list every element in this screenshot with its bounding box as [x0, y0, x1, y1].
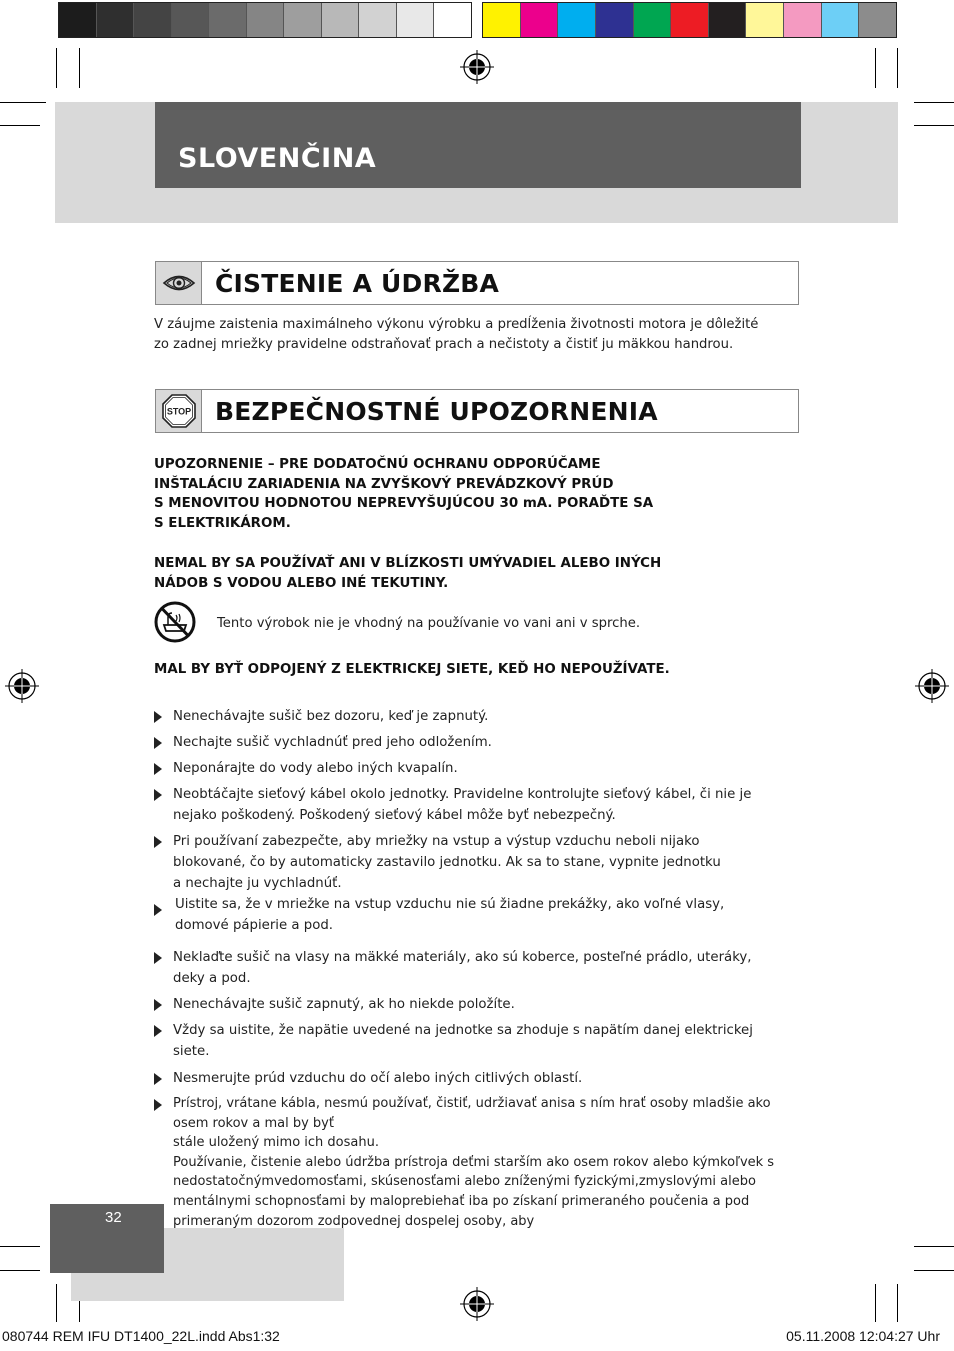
process-color-swatch	[521, 3, 559, 37]
list-item-line: mentálnymi schopnosťami by maloprebiehať iba po získaní primeraného poučenia a pod	[173, 1193, 750, 1209]
bullet-arrow-icon	[154, 763, 162, 775]
list-item-line: siete.	[173, 1044, 210, 1059]
registration-mark-icon	[5, 669, 39, 703]
crop-mark	[56, 1284, 57, 1322]
process-color-swatch	[558, 3, 596, 37]
grayscale-swatch	[209, 3, 247, 37]
list-item	[154, 1094, 794, 1231]
list-item-line: Nenechávajte sušič zapnutý, ak ho niekde položíte.	[173, 997, 515, 1012]
section-safety-title: BEZPEČNOSTNÉ UPOZORNENIA	[215, 397, 658, 426]
list-item	[154, 1020, 794, 1062]
bullet-arrow-icon	[154, 711, 162, 723]
process-color-swatch	[483, 3, 521, 37]
process-color-swatch	[859, 3, 896, 37]
list-item-line: Nechajte sušič vychladnúť pred jeho odložením.	[173, 735, 492, 750]
registration-mark-icon	[460, 50, 494, 84]
section-care-title: ČISTENIE A ÚDRŽBA	[215, 269, 500, 298]
process-color-swatch	[709, 3, 747, 37]
eye-icon	[162, 270, 196, 296]
grayscale-swatch	[247, 3, 285, 37]
bath-note: Tento výrobok nie je vhodný na používanie vo vani ani v sprche.	[217, 616, 641, 631]
list-item-line: domové pápierie a pod.	[175, 918, 334, 933]
list-item-line: stále uložený mimo ich dosahu.	[173, 1135, 379, 1151]
footer-date: 05.11.2008 12:04:27 Uhr	[786, 1328, 940, 1344]
list-item-line: deky a pod.	[173, 971, 251, 986]
warning-line: NÁDOB S VODOU ALEBO INÉ TEKUTINY.	[154, 575, 449, 591]
grayscale-swatch	[59, 3, 97, 37]
list-item	[154, 732, 794, 753]
crop-mark	[0, 125, 40, 126]
care-paragraph	[154, 315, 758, 355]
list-item-line: primeraným dozorom zodpovednej dospelej osoby, aby	[173, 1213, 535, 1229]
list-item-line: Uistite sa, že v mriežke na vstup vzduchu nie sú žiadne prekážky, ako voľné vlasy,	[175, 897, 725, 912]
list-item-line: nejako poškodený. Poškodený sieťový kábel môže byť nebezpečný.	[173, 808, 616, 823]
crop-mark	[56, 48, 57, 88]
list-item	[154, 894, 794, 936]
process-color-swatch	[822, 3, 860, 37]
bullet-arrow-icon	[154, 789, 162, 801]
bullet-arrow-icon	[154, 952, 162, 964]
rcd-warning	[154, 455, 653, 533]
crop-mark	[0, 102, 46, 103]
section-icon-cell	[156, 262, 202, 304]
list-item-line: Neklaďte sušič na vlasy na mäkké materiály, ako sú koberce, posteľné prádlo, uteráky,	[173, 950, 752, 965]
list-item-line: Vždy sa uistite, že napätie uvedené na jednotke sa zhoduje s napätím danej elektrickej	[173, 1023, 753, 1038]
section-care-header	[155, 261, 799, 305]
bullet-arrow-icon	[154, 836, 162, 848]
grayscale-color-bar	[58, 2, 472, 38]
crop-mark	[875, 1284, 876, 1322]
bullet-arrow-icon	[154, 904, 162, 916]
list-item-line: Neponárajte do vody alebo iných kvapalín.	[173, 761, 458, 776]
grayscale-swatch	[359, 3, 397, 37]
crop-mark	[79, 48, 80, 88]
section-safety-header	[155, 389, 799, 433]
grayscale-swatch	[322, 3, 360, 37]
process-color-swatch	[746, 3, 784, 37]
list-item-line: Prístroj, vrátane kábla, nesmú používať, čistiť, udržiavať anisa s ním hrať osoby mladšie ako	[173, 1096, 771, 1111]
process-color-swatch	[596, 3, 634, 37]
crop-mark	[0, 1246, 40, 1247]
warning-line: INŠTALÁCIU ZARIADENIA NA ZVYŠKOVÝ PREVÁDZKOVÝ PRÚD	[154, 476, 614, 492]
list-item	[154, 706, 794, 727]
crop-mark	[914, 1246, 954, 1247]
grayscale-swatch	[134, 3, 172, 37]
list-item	[154, 994, 794, 1015]
warning-line: S MENOVITOU HODNOTOU NEPREVYŠUJÚCOU 30 mA. PORAĎTE SA	[154, 496, 654, 511]
list-item-line: Neobtáčajte sieťový kábel okolo jednotky. Pravidelne kontrolujte sieťový kábel, či nie je	[173, 787, 752, 802]
crop-mark	[914, 1270, 954, 1271]
stop-sign-label: STOP	[166, 406, 191, 417]
registration-mark-icon	[915, 669, 949, 703]
bullet-arrow-icon	[154, 737, 162, 749]
care-line: zo zadnej mriežky pravidelne odstraňovať prach a nečistoty a čistiť ju mäkkou handrou.	[154, 337, 734, 352]
crop-mark	[897, 1284, 898, 1322]
process-color-bar	[482, 2, 897, 38]
process-color-swatch	[671, 3, 709, 37]
process-color-swatch	[784, 3, 822, 37]
page-title: SLOVENČINA	[178, 143, 377, 174]
unplug-warning: MAL BY BYŤ ODPOJENÝ Z ELEKTRICKEJ SIETE, KEĎ HO NEPOUŽÍVATE.	[154, 662, 670, 677]
list-item-line: Pri používaní zabezpečte, aby mriežky na vstup a výstup vzduchu neboli nijako	[173, 834, 700, 849]
page-number: 32	[105, 1209, 122, 1226]
grayscale-swatch	[284, 3, 322, 37]
list-item-line: Nenechávajte sušič bez dozoru, keď je zapnutý.	[173, 709, 489, 724]
grayscale-swatch	[97, 3, 135, 37]
list-item-line: blokované, čo by automaticky zastavilo jednotku. Ak sa to stane, vypnite jednotku	[173, 855, 721, 870]
crop-mark	[875, 48, 876, 88]
section-icon-cell	[156, 390, 202, 432]
grayscale-swatch	[172, 3, 210, 37]
bullet-arrow-icon	[154, 1025, 162, 1037]
warning-line: NEMAL BY SA POUŽÍVAŤ ANI V BLÍZKOSTI UMÝVADIEL ALEBO INÝCH	[154, 556, 662, 571]
list-item	[154, 1068, 794, 1089]
bullet-arrow-icon	[154, 1073, 162, 1085]
list-item-line: a nechajte ju vychladnúť.	[173, 876, 342, 891]
warning-line: UPOZORNENIE – PRE DODATOČNÚ OCHRANU ODPORÚČAME	[154, 457, 601, 472]
list-item	[154, 831, 794, 894]
list-item	[154, 947, 794, 989]
crop-mark	[897, 48, 898, 88]
care-line: V záujme zaistenia maximálneho výkonu výrobku a predĺženia životnosti motora je dôležité	[154, 317, 759, 332]
grayscale-swatch	[434, 3, 471, 37]
crop-mark	[0, 1270, 40, 1271]
list-item	[154, 758, 794, 779]
stop-icon	[161, 393, 197, 429]
list-item-line: Používanie, čistenie alebo údržba prístroja deťmi starším ako osem rokov alebo kýmkoľvek s	[173, 1154, 775, 1170]
list-item-line: Nesmerujte prúd vzduchu do očí alebo iných citlivých oblastí.	[173, 1071, 583, 1086]
water-warning	[154, 554, 661, 593]
bullet-arrow-icon	[154, 999, 162, 1011]
registration-mark-icon	[460, 1287, 494, 1321]
list-item-line: nedostatočnýmvedomosťami, skúsenosťami alebo zníženými fyzickými,zmyslovými alebo	[173, 1174, 756, 1190]
warning-line: S ELEKTRIKÁROM.	[154, 515, 291, 531]
bullet-arrow-icon	[154, 1099, 162, 1111]
crop-mark	[914, 125, 954, 126]
crop-mark	[914, 102, 954, 103]
list-item-line: osem rokov a mal by byť	[173, 1115, 334, 1131]
process-color-swatch	[634, 3, 672, 37]
grayscale-swatch	[397, 3, 435, 37]
no-bath-icon	[154, 601, 198, 643]
list-item	[154, 784, 794, 826]
footer-file-info: 080744 REM IFU DT1400_22L.indd Abs1:32	[2, 1328, 280, 1344]
